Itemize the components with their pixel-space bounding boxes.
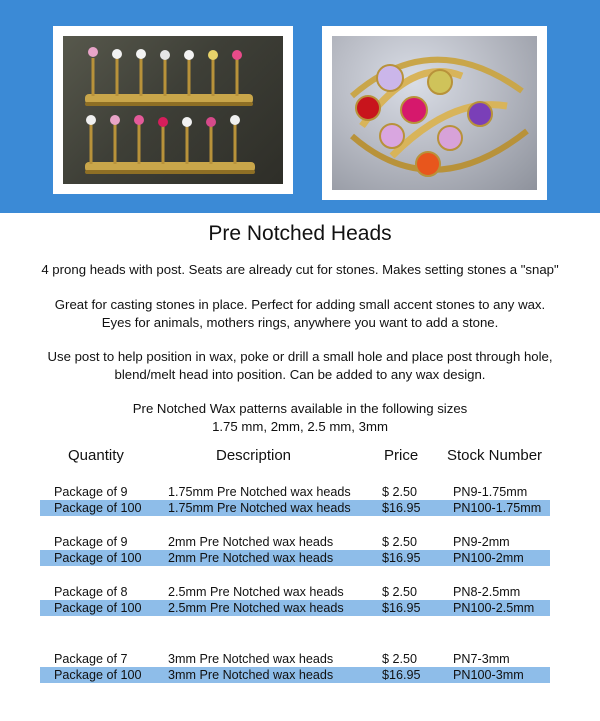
quantity-cell: Package of 9: [54, 485, 128, 499]
ring-photo: [322, 26, 547, 200]
description-cell: 1.75mm Pre Notched wax heads: [168, 501, 351, 515]
stock-number-cell: PN100-2mm: [453, 551, 524, 565]
price-cell: $ 2.50: [382, 485, 418, 499]
table-row: [40, 534, 550, 550]
wax-heads-illustration: [63, 36, 283, 184]
usage-paragraph: Great for casting stones in place. Perfect for adding small accent stones to any wax. Eyes for animals, mothers rings, anywhere you want to add a stone.: [54, 297, 546, 330]
description-cell: 2mm Pre Notched wax heads: [168, 535, 334, 549]
table-row: [40, 584, 550, 600]
ring-illustration: [332, 36, 537, 190]
description-cell: 3mm Pre Notched wax heads: [168, 652, 334, 666]
table-row: [40, 550, 550, 566]
description-cell: 2mm Pre Notched wax heads: [168, 551, 334, 565]
quantity-cell: Package of 100: [54, 551, 142, 565]
sizes-paragraph: Pre Notched Wax patterns available in the following sizes 1.75 mm, 2mm, 2.5 mm, 3mm: [132, 401, 468, 434]
stock-number-cell: PN8-2.5mm: [453, 585, 521, 599]
price-cell: $ 2.50: [382, 535, 418, 549]
quantity-cell: Package of 7: [54, 652, 128, 666]
stock-number-cell: PN100-3mm: [453, 668, 524, 682]
description-cell: 2.5mm Pre Notched wax heads: [168, 601, 344, 615]
quantity-cell: Package of 9: [54, 535, 128, 549]
description-cell: 3mm Pre Notched wax heads: [168, 668, 334, 682]
price-cell: $ 2.50: [382, 585, 418, 599]
table-row: [40, 484, 550, 500]
stock-number-cell: PN7-3mm: [453, 652, 510, 666]
quantity-cell: Package of 100: [54, 601, 142, 615]
table-row: [40, 667, 550, 683]
table-row: [40, 651, 550, 667]
price-cell: $16.95: [382, 601, 421, 615]
description-cell: 2.5mm Pre Notched wax heads: [168, 585, 344, 599]
stock-number-cell: PN9-2mm: [453, 535, 510, 549]
table-row: [40, 600, 550, 616]
quantity-cell: Package of 100: [54, 501, 142, 515]
quantity-cell: Package of 8: [54, 585, 128, 599]
price-cell: $16.95: [382, 668, 421, 682]
wax-heads-photo: [53, 26, 293, 194]
stock-number-cell: PN9-1.75mm: [453, 485, 528, 499]
page-title: Pre Notched Heads: [208, 222, 392, 245]
quantity-cell: Package of 100: [54, 668, 142, 682]
price-cell: $ 2.50: [382, 652, 418, 666]
header-quantity: Quantity: [68, 447, 124, 464]
table-row: [40, 500, 550, 516]
price-cell: $16.95: [382, 551, 421, 565]
header-stock-number: Stock Number: [447, 447, 543, 464]
description-cell: 1.75mm Pre Notched wax heads: [168, 485, 351, 499]
header-description: Description: [216, 447, 292, 464]
stock-number-cell: PN100-1.75mm: [453, 501, 542, 515]
instructions-paragraph: Use post to help position in wax, poke or drill a small hole and place post through hole, blend/melt head into position. Can be added to any wax design.: [47, 349, 553, 382]
header-price: Price: [384, 447, 419, 464]
price-cell: $16.95: [382, 501, 421, 515]
description-paragraph: 4 prong heads with post. Seats are already cut for stones. Makes setting stones a "snap": [41, 262, 559, 277]
stock-number-cell: PN100-2.5mm: [453, 601, 535, 615]
